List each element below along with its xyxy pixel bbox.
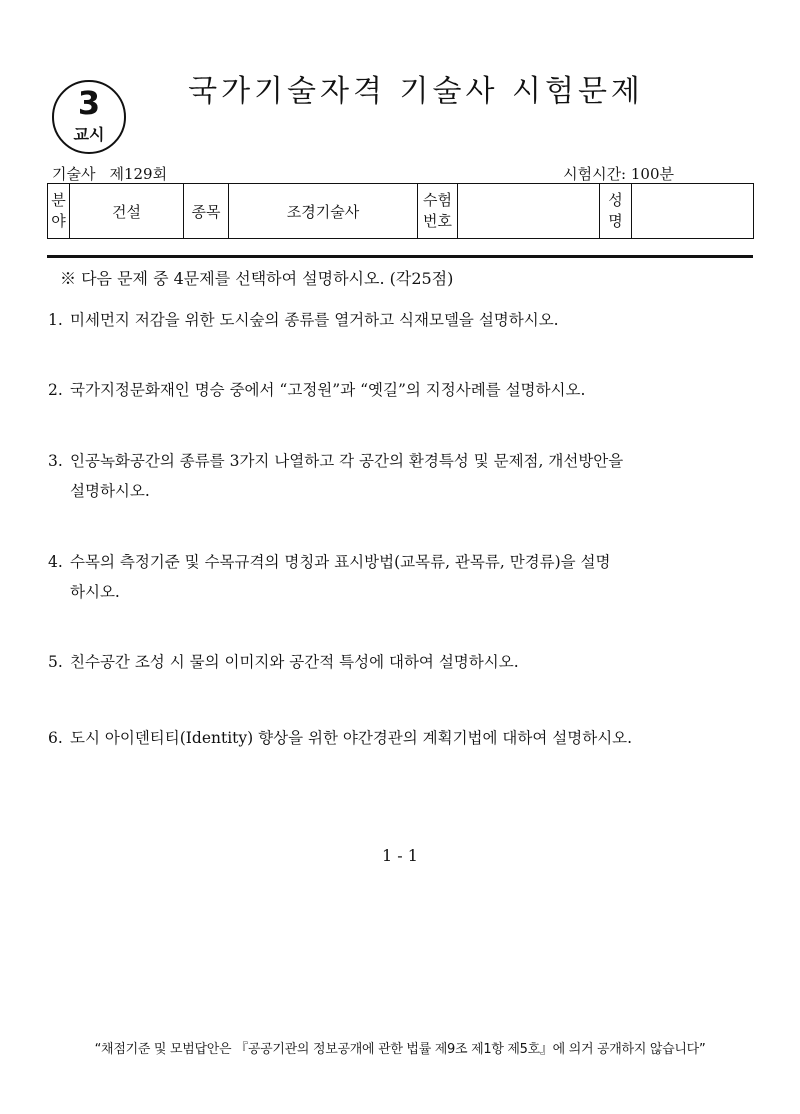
page-number: 1 - 1 (382, 846, 418, 865)
instruction-text: ※ 다음 문제 중 4문제를 선택하여 설명하시오. (각25점) (60, 269, 454, 288)
footer-notice: “채점기준 및 모범답안은 『공공기관의 정보공개에 관한 법률 제9조 제1항 제5호』에 의거 공개하지 않습니다” (94, 1042, 706, 1057)
session-number: 3 (77, 84, 101, 122)
field-value: 건설 (70, 184, 184, 239)
name-label: 성 명 (600, 184, 632, 239)
question-item: 5. 친수공간 조성 시 물의 이미지와 공간적 특성에 대하여 설명하시오. (48, 653, 519, 671)
question-item: 2. 국가지정문화재인 명승 중에서 “고정원”과 “옛길”의 지정사례를 설명하시오. (48, 381, 586, 399)
round-number: 제129회 (109, 165, 168, 183)
page-title: 국가기술자격 기술사 시험문제 (188, 74, 644, 109)
exam-round (52, 163, 167, 184)
question-item: 6. 도시 아이덴티티(Identity) 향상을 위한 야간경관의 계획기법에 대하여 설명하시오. (48, 729, 633, 747)
exam-type: 기술사 (52, 165, 96, 183)
session-label: 교시 (73, 125, 105, 144)
question-item: 4. 수목의 측정기준 및 수목규격의 명칭과 표시방법(교목류, 관목류, 만경류)을 설명 하시오. (48, 553, 611, 601)
question-item: 1. 미세먼지 저감을 위한 도시숲의 종류를 열거하고 식재모델을 설명하시오. (48, 311, 559, 329)
info-table (47, 183, 754, 239)
exam-time: 시험시간: 100분 (563, 165, 674, 183)
exam-number-label: 수험 번호 (418, 184, 458, 239)
field-label: 분 야 (48, 184, 70, 239)
session-badge (52, 80, 126, 154)
divider (47, 255, 753, 258)
category-value: 조경기술사 (229, 184, 418, 239)
exam-number-field[interactable] (458, 184, 600, 239)
name-field[interactable] (632, 184, 754, 239)
category-label: 종목 (184, 184, 229, 239)
question-item: 3. 인공녹화공간의 종류를 3가지 나열하고 각 공간의 환경특성 및 문제점, 개선방안을 설명하시오. (48, 452, 624, 500)
